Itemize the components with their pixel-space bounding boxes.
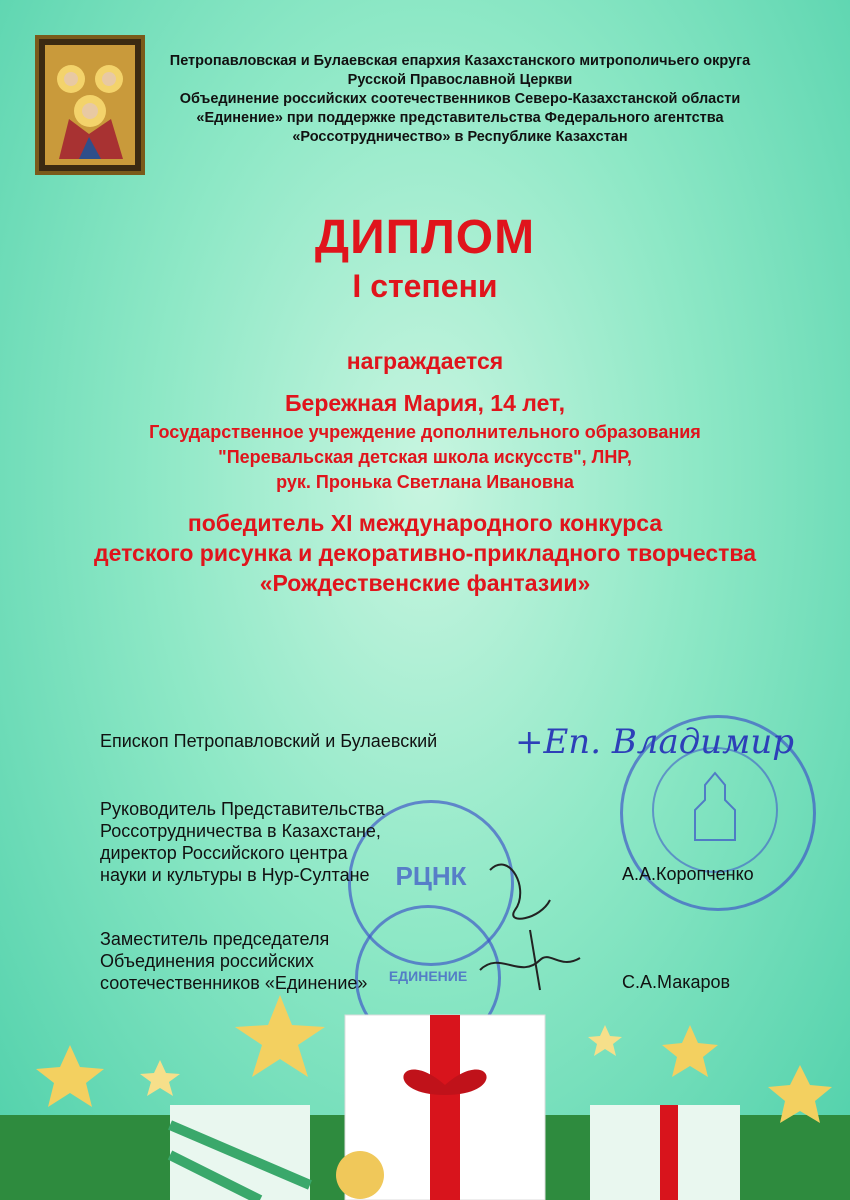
winner-line: «Рождественские фантазии»	[259, 570, 591, 596]
signatory-title-line: Россотрудничества в Казахстане,	[100, 821, 381, 841]
header-line: Объединение российских соотечественников Северо-Казахстанской области	[179, 91, 741, 107]
signatory-title-line: науки и культуры в Нур-Султане	[100, 865, 370, 885]
signatory-title-line: Епископ Петропавловский и Булаевский	[100, 731, 438, 751]
organization-block	[0, 420, 850, 495]
diploma-degree: I степени	[352, 268, 498, 304]
signatory-title-line: Заместитель председателя	[100, 929, 330, 949]
winner-block	[0, 508, 850, 598]
star-icon	[768, 1065, 832, 1123]
signatory-title-line: директор Российского центра	[100, 843, 348, 863]
star-icon	[588, 1025, 622, 1056]
recipient-name: Бережная Мария, 14 лет,	[285, 390, 565, 416]
header-line: Петропавловская и Булаевская епархия Казахстанского митрополичьего округа	[169, 53, 751, 69]
signatory-director	[100, 798, 385, 886]
gift-box-left	[170, 1105, 310, 1200]
star-icon	[662, 1025, 718, 1077]
bishop-signature: +Еп. Владимир	[515, 722, 795, 762]
christmas-decoration	[0, 985, 850, 1200]
signatory-name-makarov: С.А.Макаров	[622, 972, 731, 992]
issuer-header	[150, 52, 770, 147]
organization-line: Государственное учреждение дополнительного образования	[149, 422, 701, 442]
gift-box-right	[590, 1105, 740, 1200]
signatory-name-korop: А.А.Коропченко	[622, 864, 754, 884]
signatory-title-line: Руководитель Представительства	[100, 799, 385, 819]
signatory-title-line: Объединения российских	[100, 951, 314, 971]
star-icon	[235, 995, 325, 1077]
star-icon	[36, 1045, 104, 1107]
signatory-title-line: соотечественников «Единение»	[100, 973, 368, 993]
winner-line: детского рисунка и декоративно-прикладного творчества	[93, 540, 756, 566]
header-line: «Единение» при поддержке представительства Федерального агентства	[196, 110, 724, 126]
star-icon	[140, 1060, 180, 1096]
organization-line: рук. Пронька Светлана Ивановна	[276, 472, 574, 492]
organization-line: "Перевальская детская школа искусств", ЛНР,	[218, 447, 632, 467]
ornament-ball	[336, 1151, 384, 1199]
winner-line: победитель XI международного конкурса	[187, 510, 663, 536]
awarded-label: награждается	[346, 348, 504, 374]
header-line: Русской Православной Церкви	[347, 72, 573, 88]
header-line: «Россотрудничество» в Республике Казахстан	[292, 129, 628, 145]
orthodox-icon-image	[35, 35, 145, 175]
rcnk-stamp-text: РЦНК	[395, 861, 467, 891]
handwritten-signatures	[470, 830, 590, 1000]
signatory-bishop	[100, 730, 437, 752]
diploma-title: ДИПЛОМ	[314, 211, 536, 264]
edinenie-stamp-text: ЕДИНЕНИЕ	[388, 968, 468, 984]
